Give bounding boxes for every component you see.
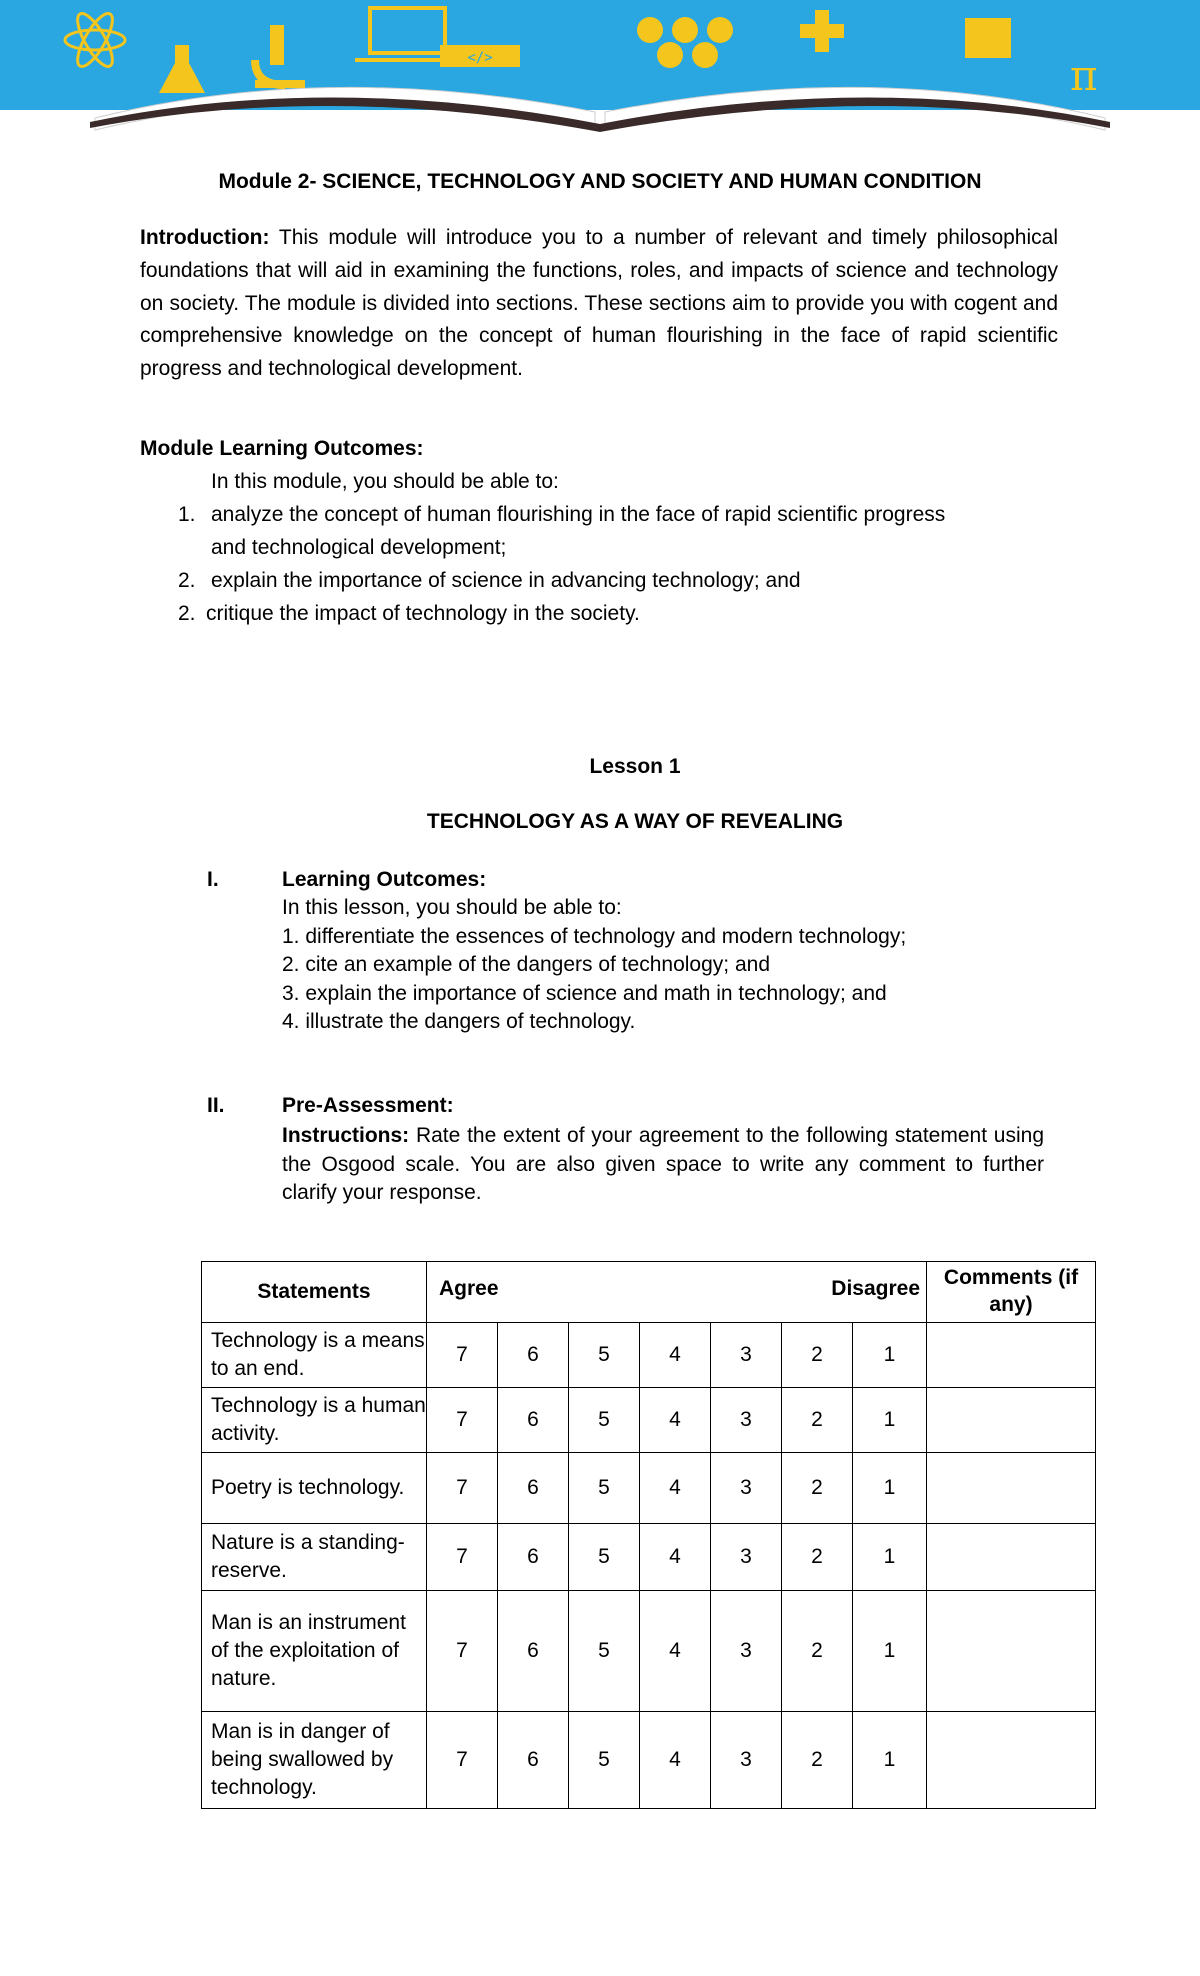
- outcome-number: 2.: [178, 602, 196, 625]
- rating-option[interactable]: 7: [427, 1712, 498, 1809]
- rating-option[interactable]: 2: [782, 1453, 853, 1524]
- rating-option[interactable]: 4: [640, 1323, 711, 1388]
- rating-option[interactable]: 1: [853, 1323, 927, 1388]
- comment-cell[interactable]: [927, 1453, 1096, 1524]
- comments-header: Comments (if any): [927, 1262, 1096, 1323]
- rating-option[interactable]: 7: [427, 1388, 498, 1453]
- rating-option[interactable]: 1: [853, 1453, 927, 1524]
- instructions-label: Instructions:: [282, 1124, 410, 1147]
- learning-outcomes-heading: Learning Outcomes:: [282, 868, 487, 891]
- section-numeral-2: II.: [207, 1094, 225, 1117]
- rating-option[interactable]: 5: [569, 1524, 640, 1591]
- lesson-number: Lesson 1: [589, 755, 681, 778]
- svg-text:</>: </>: [467, 50, 493, 66]
- table-row: [202, 1388, 1096, 1453]
- learning-outcome-item: 4. illustrate the dangers of technology.: [282, 1010, 636, 1033]
- statement-cell: Man is in danger of being swallowed by technology.: [202, 1712, 427, 1809]
- outcome-item-text: critique the impact of technology in the society.: [206, 602, 640, 625]
- learning-outcome-item: 2. cite an example of the dangers of technology; and: [282, 953, 770, 976]
- comment-cell[interactable]: [927, 1388, 1096, 1453]
- learning-outcome-item: 3. explain the importance of science and math in technology; and: [282, 982, 887, 1005]
- rating-option[interactable]: 1: [853, 1388, 927, 1453]
- section-numeral-1: I.: [207, 868, 219, 891]
- rating-option[interactable]: 2: [782, 1524, 853, 1591]
- rating-option[interactable]: 1: [853, 1524, 927, 1591]
- rating-option[interactable]: 1: [853, 1712, 927, 1809]
- statement-cell: Technology is a means to an end.: [202, 1323, 427, 1388]
- header-banner: [0, 0, 1200, 132]
- rating-option[interactable]: 2: [782, 1388, 853, 1453]
- table-row: [202, 1591, 1096, 1712]
- rating-option[interactable]: 6: [498, 1323, 569, 1388]
- rating-option[interactable]: 5: [569, 1712, 640, 1809]
- rating-option[interactable]: 6: [498, 1388, 569, 1453]
- osgood-scale-table: [201, 1261, 1096, 1809]
- agree-label: Agree: [439, 1277, 499, 1300]
- pi-icon: [1070, 51, 1098, 100]
- rating-option[interactable]: 5: [569, 1388, 640, 1453]
- disagree-label: Disagree: [831, 1277, 920, 1300]
- rating-option[interactable]: 4: [640, 1712, 711, 1809]
- rating-option[interactable]: 3: [711, 1388, 782, 1453]
- rating-option[interactable]: 5: [569, 1591, 640, 1712]
- rating-option[interactable]: 7: [427, 1453, 498, 1524]
- rating-option[interactable]: 6: [498, 1712, 569, 1809]
- introduction-text: This module will introduce you to a number of relevant and timely philosophical foundations that will aid in examining the functions, roles, and impacts of science and technology on society. The module is divided into sections. These sections aim to provide you with cogent and comprehensive knowledge on the concept of human flourishing in the face of rapid scientific progress and technological development.: [140, 226, 1058, 381]
- rating-option[interactable]: 3: [711, 1453, 782, 1524]
- rating-option[interactable]: 7: [427, 1524, 498, 1591]
- rating-option[interactable]: 1: [853, 1591, 927, 1712]
- module-title: Module 2- SCIENCE, TECHNOLOGY AND SOCIETY AND HUMAN CONDITION: [218, 170, 982, 193]
- comment-cell[interactable]: [927, 1712, 1096, 1809]
- module-outcomes-heading: Module Learning Outcomes:: [140, 437, 424, 460]
- learning-outcome-item: 1. differentiate the essences of technology and modern technology;: [282, 925, 907, 948]
- pre-assessment-heading: Pre-Assessment:: [282, 1094, 454, 1117]
- rating-option[interactable]: 3: [711, 1712, 782, 1809]
- rating-option[interactable]: 2: [782, 1591, 853, 1712]
- outcome-item-text: explain the importance of science in advancing technology; and: [211, 569, 801, 592]
- table-row: [202, 1524, 1096, 1591]
- rating-option[interactable]: 4: [640, 1524, 711, 1591]
- rating-option[interactable]: 5: [569, 1453, 640, 1524]
- introduction-label: Introduction:: [140, 226, 270, 249]
- statement-cell: Technology is a human activity.: [202, 1388, 427, 1453]
- code-icon: [440, 45, 520, 67]
- scale-header: [427, 1262, 927, 1323]
- rating-option[interactable]: 4: [640, 1453, 711, 1524]
- rating-option[interactable]: 5: [569, 1323, 640, 1388]
- rating-option[interactable]: 3: [711, 1591, 782, 1712]
- statement-cell: Poetry is technology.: [202, 1453, 427, 1524]
- rating-option[interactable]: 6: [498, 1591, 569, 1712]
- rating-option[interactable]: 6: [498, 1453, 569, 1524]
- module-outcomes-lead: In this module, you should be able to:: [211, 470, 559, 493]
- instructions-text: Rate the extent of your agreement to the following statement using the Osgood scale. You are also given space to write any comment to further clarify your response.: [282, 1124, 1044, 1204]
- rating-option[interactable]: 7: [427, 1591, 498, 1712]
- lesson-title: TECHNOLOGY AS A WAY OF REVEALING: [426, 810, 844, 833]
- rating-option[interactable]: 4: [640, 1388, 711, 1453]
- svg-text:π: π: [1070, 51, 1098, 100]
- table-header-row: [202, 1262, 1096, 1323]
- comment-cell[interactable]: [927, 1323, 1096, 1388]
- outcome-item-text: and technological development;: [211, 536, 507, 559]
- comment-cell[interactable]: [927, 1524, 1096, 1591]
- table-row: [202, 1323, 1096, 1388]
- rating-option[interactable]: 3: [711, 1323, 782, 1388]
- statement-cell: Nature is a standing-reserve.: [202, 1524, 427, 1591]
- learning-outcomes-lead: In this lesson, you should be able to:: [282, 896, 622, 919]
- instructions-paragraph: [282, 1122, 1044, 1208]
- outcome-number: 2.: [178, 569, 196, 592]
- table-row: [202, 1453, 1096, 1524]
- table-row: [202, 1712, 1096, 1809]
- statements-header: Statements: [202, 1262, 427, 1323]
- outcome-item-text: analyze the concept of human flourishing in the face of rapid scientific progress: [211, 503, 946, 526]
- rating-option[interactable]: 6: [498, 1524, 569, 1591]
- outcome-number: 1.: [178, 503, 196, 526]
- rating-option[interactable]: 4: [640, 1591, 711, 1712]
- rating-option[interactable]: 2: [782, 1323, 853, 1388]
- rating-option[interactable]: 7: [427, 1323, 498, 1388]
- calculator-icon: [965, 18, 1011, 58]
- rating-option[interactable]: 2: [782, 1712, 853, 1809]
- comment-cell[interactable]: [927, 1591, 1096, 1712]
- statement-cell: Man is an instrument of the exploitation of nature.: [202, 1591, 427, 1712]
- rating-option[interactable]: 3: [711, 1524, 782, 1591]
- introduction-paragraph: [140, 222, 1058, 386]
